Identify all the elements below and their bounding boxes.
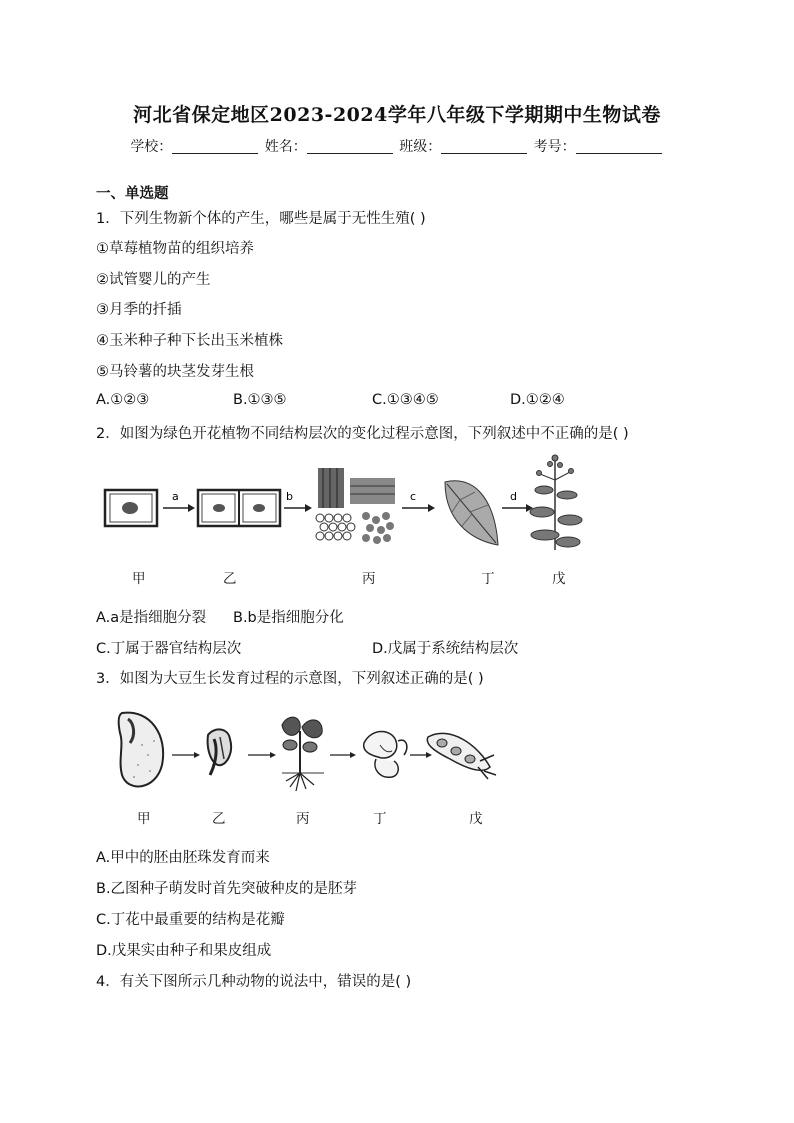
arrow-b-icon <box>284 504 312 512</box>
q1-option-a[interactable]: A.①②③ <box>96 392 150 408</box>
q2-label-bing: 丙 <box>362 571 376 587</box>
q3-stem: 3．如图为大豆生长发育过程的示意图，下列叙述正确的是( ) <box>96 671 484 687</box>
student-info-row <box>0 136 794 156</box>
soybean-development-figure <box>110 705 510 795</box>
q2-option-a[interactable]: A.a是指细胞分裂 <box>96 610 207 626</box>
q3-label-yi: 乙 <box>212 811 226 827</box>
arrow-label-d: d <box>510 490 517 503</box>
q2-label-ding: 丁 <box>481 571 495 587</box>
q3-label-ding: 丁 <box>373 811 387 827</box>
q1-item: ①草莓植物苗的组织培养 <box>96 241 254 257</box>
leaf-icon <box>445 481 498 545</box>
single-cell-icon <box>105 490 157 526</box>
q3-option-b[interactable]: B.乙图种子萌发时首先突破种皮的是胚芽 <box>96 881 358 897</box>
q2-stem: 2．如图为绿色开花植物不同结构层次的变化过程示意图，下列叙述中不正确的是( ) <box>96 426 629 442</box>
section-heading: 一、单选题 <box>96 186 169 202</box>
arrow-c-icon <box>402 504 435 512</box>
q2-option-b[interactable]: B.b是指细胞分化 <box>233 610 344 626</box>
number-blank[interactable] <box>576 139 662 154</box>
arrow-icon <box>172 752 200 758</box>
name-label: 姓名： <box>264 139 307 155</box>
arrow-label-b: b <box>286 490 293 503</box>
q3-option-d[interactable]: D.戊果实由种子和果皮组成 <box>96 943 272 959</box>
q3-label-jia: 甲 <box>137 811 151 827</box>
seed-icon <box>119 713 163 787</box>
q1-option-d[interactable]: D.①②④ <box>510 392 565 408</box>
q1-item: ⑤马铃薯的块茎发芽生根 <box>96 364 254 380</box>
q3-option-a[interactable]: A.甲中的胚由胚珠发育而来 <box>96 850 270 866</box>
plant-structure-figure <box>100 450 600 560</box>
q3-label-wu: 戊 <box>469 811 483 827</box>
arrow-icon <box>330 752 356 758</box>
q1-item: ④玉米种子种下长出玉米植株 <box>96 333 283 349</box>
q1-option-b[interactable]: B.①③⑤ <box>233 392 287 408</box>
q1-item: ②试管婴儿的产生 <box>96 272 211 288</box>
q3-option-c[interactable]: C.丁花中最重要的结构是花瓣 <box>96 912 285 928</box>
q2-label-wu: 戊 <box>552 571 566 587</box>
bean-pod-icon <box>427 733 496 779</box>
flower-icon <box>364 732 407 778</box>
arrow-d-icon <box>502 504 533 512</box>
tissues-icon <box>316 468 395 544</box>
q1-option-c[interactable]: C.①③④⑤ <box>372 392 439 408</box>
germinating-seed-icon <box>208 729 231 775</box>
arrow-icon <box>248 752 276 758</box>
class-label: 班级： <box>399 139 442 155</box>
arrow-label-c: c <box>410 490 417 503</box>
q2-option-c[interactable]: C.丁属于器官结构层次 <box>96 641 242 657</box>
q4-stem: 4．有关下图所示几种动物的说法中，错误的是( ) <box>96 974 412 990</box>
name-blank[interactable] <box>307 139 393 154</box>
school-blank[interactable] <box>172 139 258 154</box>
seedling-icon <box>282 717 324 791</box>
q3-label-bing: 丙 <box>296 811 310 827</box>
arrow-label-a: a <box>172 490 179 503</box>
q2-option-d[interactable]: D.戊属于系统结构层次 <box>372 641 519 657</box>
arrow-a-icon <box>163 504 195 512</box>
number-label: 考号： <box>533 139 576 155</box>
q2-label-yi: 乙 <box>223 571 237 587</box>
q2-label-jia: 甲 <box>132 571 146 587</box>
arrow-icon <box>410 752 432 758</box>
whole-plant-icon <box>530 455 582 550</box>
q1-item: ③月季的扦插 <box>96 302 182 318</box>
two-cells-icon <box>198 490 280 526</box>
q1-stem: 1．下列生物新个体的产生，哪些是属于无性生殖( ) <box>96 211 426 227</box>
class-blank[interactable] <box>441 139 527 154</box>
school-label: 学校： <box>130 139 173 155</box>
page-title: 河北省保定地区2023-2024学年八年级下学期期中生物试卷 <box>133 104 661 126</box>
